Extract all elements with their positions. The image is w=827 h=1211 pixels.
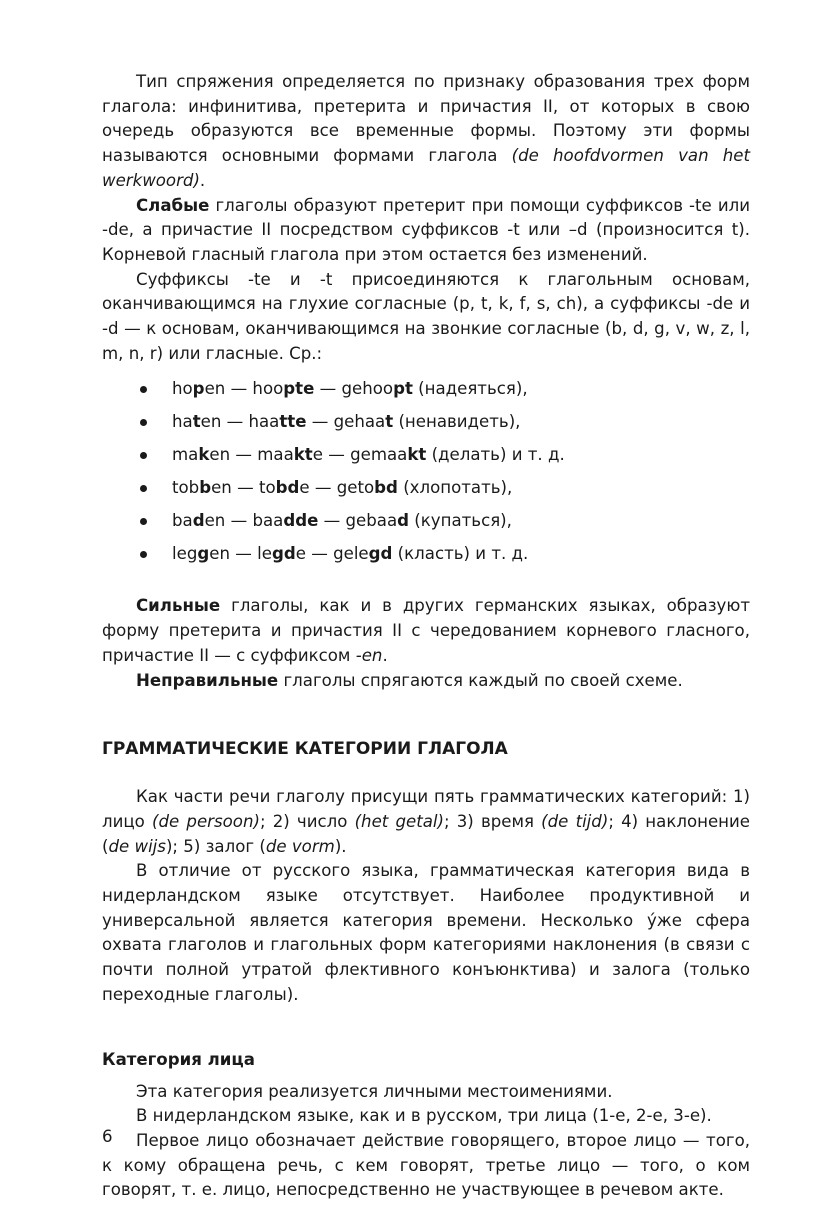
list-item: tobben — tobde — getobd (хлопотать), (102, 476, 750, 509)
list-item: haten — haatte — gehaat (ненавидеть), (102, 410, 750, 443)
paragraph-person-pronouns: Эта категория реализуется личными местоимениями. (136, 1081, 613, 1101)
paragraph-person-meaning: Первое лицо обозначает действие говорящего, второе лицо — того, к кому обращена речь, с кем говорят, третье лицо — того, о ком говорят, т. е. лицо, непосредственно не участвующее в речевом акте. (102, 1130, 750, 1200)
paragraph-suffixes: Суффиксы -te и -t присоединяются к глагольным основам, оканчивающимся на глухие согласные (p, t, k, f, s, ch), а суффиксы -de и -d — к основам, оканчивающимся на звонкие согласные (b, d, g, v, w, z, l, m, n, r) или гласные. Ср.: (102, 269, 750, 363)
subsection-heading-person: Категория лица (102, 1049, 255, 1069)
bullet-icon (140, 452, 147, 459)
list-item: leggen — legde — gelegd (класть) и т. д. (102, 542, 750, 575)
bullet-icon (140, 518, 147, 525)
examples-list (102, 377, 750, 575)
bullet-icon (140, 485, 147, 492)
paragraph-five-categories: Как части речи глаголу присущи пять грамматических категорий: 1) лицо (de persoon); 2) число (het getal); 3) время (de tijd); 4) наклонение (de wijs); 5) залог (de vorm). (102, 787, 750, 856)
paragraph-weak-verbs: Слабые глаголы образуют претерит при помощи суффиксов -te или -de, а причастие II посредством суффиксов -t или –d (произносится t). Корневой гласный глагола при этом остается без изменений. (102, 195, 750, 264)
paragraph-three-persons: В нидерландском языке, как и в русском, три лица (1-е, 2-е, 3-е). (136, 1106, 712, 1126)
page-body (102, 70, 750, 1203)
paragraph-aspect: В отличие от русского языка, грамматическая категория вида в нидерландском языке отсутствует. Наиболее продуктивной и универсальной является категория времени. Несколько у́же сфера охвата глаголов и глагольных форм категориями наклонения (в связи с почти полной утратой флективного конъюнктива) и залога (только переходные глаголы). (102, 861, 750, 1004)
list-item: hopen — hoopte — gehoopt (надеяться), (102, 377, 750, 410)
bullet-icon (140, 419, 147, 426)
list-item: baden — baadde — gebaad (купаться), (102, 509, 750, 542)
list-item: maken — maakte — gemaakt (делать) и т. д. (102, 443, 750, 476)
paragraph-irregular-verbs: Неправильные глаголы спрягаются каждый по своей схеме. (136, 670, 683, 690)
section-heading-verb-categories: ГРАММАТИЧЕСКИЕ КАТЕГОРИИ ГЛАГОЛА (102, 739, 508, 760)
bullet-icon (140, 551, 147, 558)
bullet-icon (140, 386, 147, 393)
paragraph-conjugation-type: Тип спряжения определяется по признаку образования трех форм глагола: инфинитива, претерита и причастия II, от которых в свою очередь образуются все временные формы. Поэтому эти формы называются основными формами глагола (de hoofdvormen van het werkwoord). (102, 72, 750, 190)
paragraph-strong-verbs: Сильные глаголы, как и в других германских языках, образуют форму претерита и причастия II с чередованием корневого гласного, причастие II — с суффиксом -en. (102, 596, 750, 665)
page-number: 6 (102, 1127, 113, 1146)
